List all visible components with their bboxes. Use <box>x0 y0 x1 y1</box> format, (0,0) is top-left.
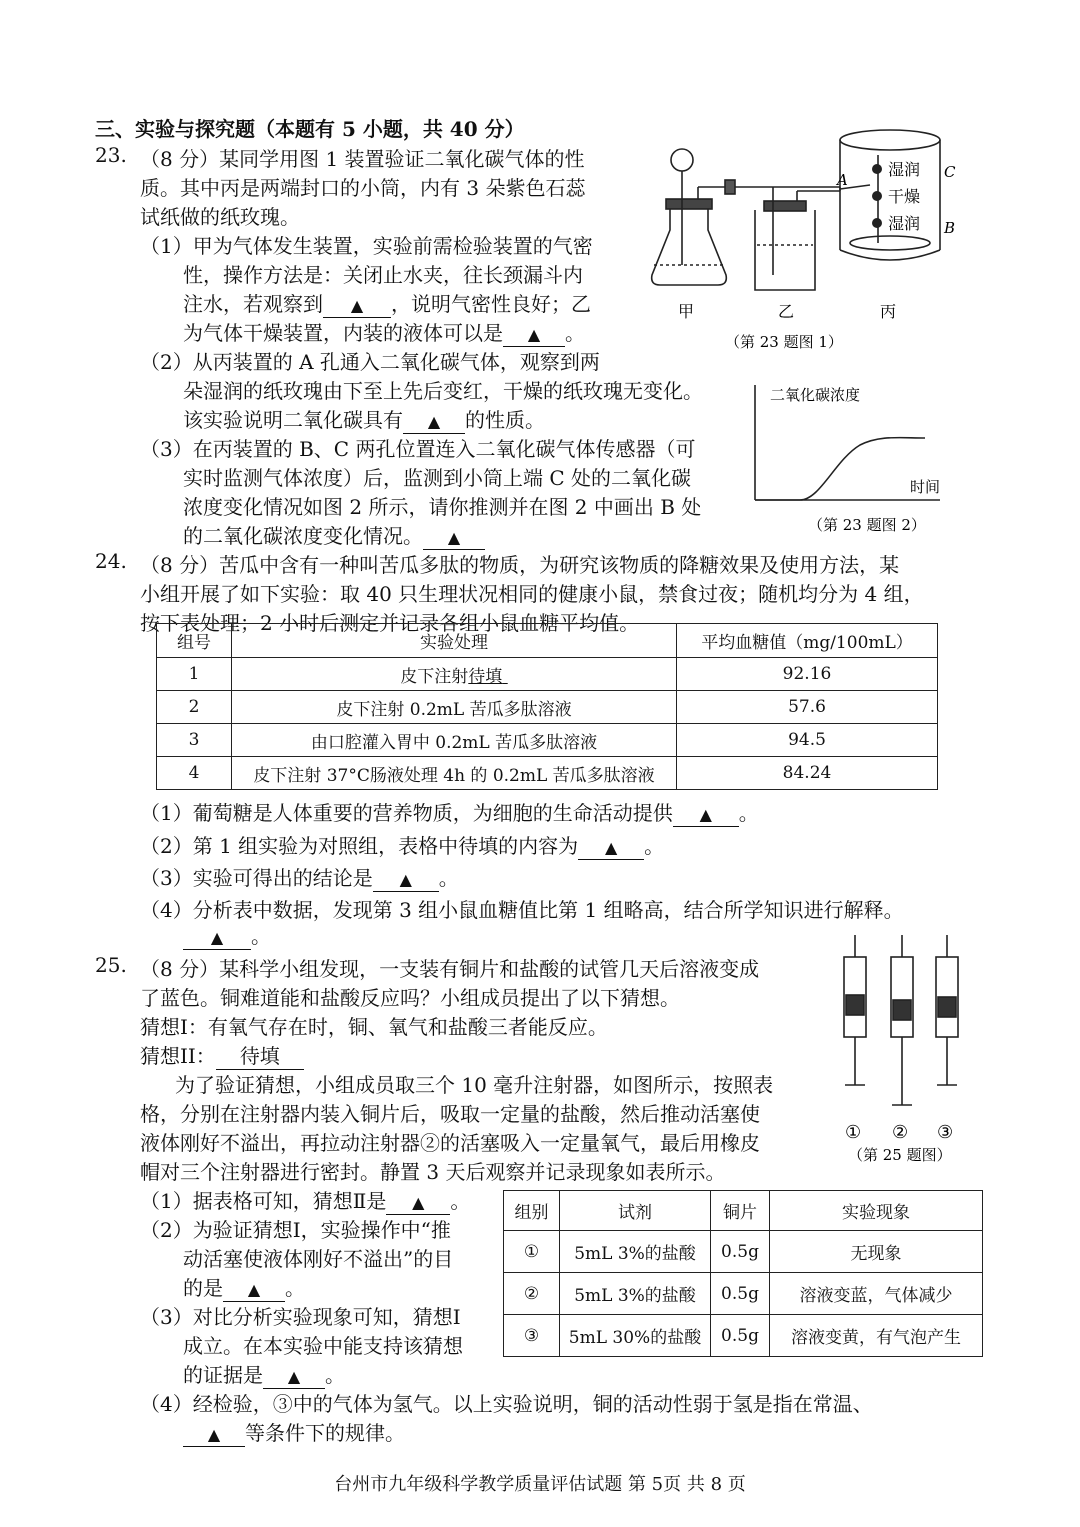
apparatus-label: 乙 <box>778 302 795 321</box>
q23-figure-1 <box>640 125 960 355</box>
syringe-icon <box>936 935 958 1085</box>
q23-p2-line: （2）从丙装置的 A 孔通入二氧化碳气体，观察到两 <box>140 350 600 374</box>
syringe-label: ③ <box>937 1122 954 1143</box>
axis-label: 二氧化碳浓度 <box>770 386 861 404</box>
q25-p3-line: （3）对比分析实验现象可知，猜想I <box>140 1305 461 1329</box>
page-footer: 台州市九年级科学教学质量评估试题 第 5页 共 8 页 <box>334 1474 746 1495</box>
q25-line: 猜想I：有氧气存在时，铜、氧气和盐酸三者能反应。 <box>140 1015 608 1039</box>
table-row: 2 皮下注射 0.2mL 苦瓜多肽溶液 57.6 <box>157 691 938 724</box>
table-row: 1 皮下注射待填 92.16 <box>157 658 938 691</box>
rose-icon <box>872 164 882 174</box>
rose-icon <box>872 191 882 201</box>
answer-blank[interactable]: ▲ <box>183 1424 245 1447</box>
q25-syringe-figure <box>830 935 980 1170</box>
table-header: 实验现象 <box>770 1191 983 1231</box>
q24-line: （8 分）苦瓜中含有一种叫苦瓜多肽的物质，为研究该物质的降糖效果及使用方法，某 <box>140 553 900 577</box>
table-row: 3 由口腔灌入胃中 0.2mL 苦瓜多肽溶液 94.5 <box>157 724 938 757</box>
q24-p3: （3）实验可得出的结论是 ▲ 。 <box>140 866 459 890</box>
q23-p3-line: 的二氧化碳浓度变化情况。 ▲ <box>183 520 485 550</box>
q23-p2-line: 该实验说明二氧化碳具有 ▲ 的性质。 <box>183 408 545 432</box>
rose-icon <box>872 218 882 228</box>
q24-table <box>156 623 938 790</box>
q24-p2: （2）第 1 组实验为对照组，表格中待填的内容为 ▲ 。 <box>140 834 665 858</box>
q23-p1-line: 注水，若观察到 ▲ ，说明气密性良好；乙 <box>183 292 591 316</box>
syringe-label: ② <box>892 1122 909 1143</box>
bottle-icon <box>755 210 815 290</box>
concentration-curve <box>755 438 925 500</box>
answer-blank[interactable]: ▲ <box>263 1366 325 1389</box>
table-header: 平均血糖值（mg/100mL） <box>677 624 938 658</box>
q25-p2-line: 的是 ▲ 。 <box>183 1276 305 1300</box>
q23-p1-line: 为气体干燥装置，内装的液体可以是 ▲ 。 <box>183 321 585 345</box>
q23-number: 23. <box>95 143 127 167</box>
q23-p3-line: 实时监测气体浓度）后，监测到小筒上端 C 处的二氧化碳 <box>183 466 692 490</box>
q23-p3-line: 浓度变化情况如图 2 所示，请你推测并在图 2 中画出 B 处 <box>183 495 702 519</box>
q24-number: 24. <box>95 549 127 573</box>
q24-line: 按下表处理；2 小时后测定并记录各组小鼠血糖平均值。 <box>140 611 640 635</box>
q25-line: （8 分）某科学小组发现，一支装有铜片和盐酸的试管几天后溶液变成 <box>140 957 760 981</box>
figure-caption: （第 25 题图） <box>848 1146 952 1164</box>
q23-p1-line: 性，操作方法是：关闭止水夹，往长颈漏斗内 <box>183 263 583 287</box>
rose-label: 干燥 <box>888 187 921 206</box>
syringe-icon <box>844 935 866 1085</box>
table-header: 组别 <box>504 1191 560 1231</box>
syringe-label: ① <box>845 1122 862 1143</box>
q24-p4: （4）分析表中数据，发现第 3 组小鼠血糖值比第 1 组略高，结合所学知识进行解释。 <box>140 898 904 922</box>
q25-table <box>503 1190 983 1357</box>
q25-number: 25. <box>95 953 127 977</box>
answer-blank[interactable]: ▲ <box>183 927 251 950</box>
q23-line: 质。其中丙是两端封口的小筒，内有 3 朵紫色石蕊 <box>140 176 586 200</box>
q25-p2-line: （2）为验证猜想Ⅰ，实验操作中“推 <box>140 1218 451 1242</box>
hole-label: C <box>944 163 956 181</box>
q25-p3-line: 成立。在本实验中能支持该猜想 <box>183 1334 463 1358</box>
axis-label: 时间 <box>910 478 941 496</box>
answer-blank[interactable]: ▲ <box>323 295 391 318</box>
answer-blank[interactable]: ▲ <box>403 411 465 434</box>
q24-line: 小组开展了如下实验：取 40 只生理状况相同的健康小鼠，禁食过夜；随机均分为 4 组， <box>140 582 924 606</box>
answer-blank[interactable]: ▲ <box>373 869 439 892</box>
q25-para: 格，分别在注射器内装入铜片后，吸取一定量的盐酸，然后推动活塞使 <box>140 1102 760 1126</box>
table-row: ③ 5mL 30%的盐酸 0.5g 溶液变黄，有气泡产生 <box>504 1315 983 1357</box>
answer-blank[interactable]: ▲ <box>386 1192 450 1215</box>
table-header: 组号 <box>157 624 232 658</box>
cylinder-icon <box>840 130 940 150</box>
q25-p2-line: 动活塞使液体刚好不溢出”的目 <box>183 1247 454 1271</box>
q23-line: （8 分）某同学用图 1 装置验证二氧化碳气体的性 <box>140 147 585 171</box>
rose-label: 湿润 <box>888 214 921 233</box>
hole-label: A <box>837 171 848 189</box>
syringe-icon <box>891 935 913 1105</box>
conical-flask-icon <box>652 205 727 285</box>
section-title: 三、实验与探究题（本题有 5 小题，共 40 分） <box>95 117 525 141</box>
q25-guess2: 猜想II： 待填 <box>140 1040 304 1070</box>
table-header: 实验处理 <box>232 624 677 658</box>
q25-p3-line: 的证据是 ▲ 。 <box>183 1363 345 1387</box>
table-header: 试剂 <box>560 1191 711 1231</box>
answer-blank[interactable]: ▲ <box>578 837 644 860</box>
table-cell: 皮下注射待填 <box>232 658 677 691</box>
table-row: ② 5mL 3%的盐酸 0.5g 溶液变蓝，气体减少 <box>504 1273 983 1315</box>
table-row: 4 皮下注射 37°C肠液处理 4h 的 0.2mL 苦瓜多肽溶液 84.24 <box>157 757 938 790</box>
q23-p1-line: （1）甲为气体发生装置，实验前需检验装置的气密 <box>140 234 593 258</box>
figure-caption: （第 23 题图 1） <box>725 333 843 351</box>
apparatus-label: 甲 <box>678 302 695 321</box>
answer-blank[interactable]: ▲ <box>503 324 565 347</box>
q24-p1: （1）葡萄糖是人体重要的营养物质，为细胞的生命活动提供 ▲ 。 <box>140 801 759 825</box>
q23-p2-line: 朵湿润的纸玫瑰由下至上先后变红，干燥的纸玫瑰无变化。 <box>183 379 703 403</box>
table-row: ① 5mL 3%的盐酸 0.5g 无现象 <box>504 1231 983 1273</box>
hole-label: B <box>944 219 956 237</box>
q25-para: 液体刚好不溢出，再拉动注射器②的活塞吸入一定量氧气，最后用橡皮 <box>140 1131 760 1155</box>
answer-blank[interactable]: ▲ <box>423 527 485 550</box>
figure-caption: （第 23 题图 2） <box>808 516 926 534</box>
q25-para: 为了验证猜想，小组成员取三个 10 毫升注射器，如图所示，按照表 <box>175 1073 774 1097</box>
q23-line: 试纸做的纸玫瑰。 <box>140 205 300 229</box>
funnel-icon <box>671 149 693 171</box>
table-header: 铜片 <box>711 1191 770 1231</box>
guess2-blank: 待填 <box>216 1040 304 1070</box>
rose-label: 湿润 <box>888 160 921 179</box>
q24-p4-answer: ▲ 。 <box>183 920 271 950</box>
q25-p4-line: （4）经检验，③中的气体为氢气。以上实验说明，铜的活动性弱于氢是指在常温、 <box>140 1392 873 1416</box>
q23-figure-2 <box>740 380 960 540</box>
answer-blank[interactable]: ▲ <box>223 1279 285 1302</box>
answer-blank[interactable]: ▲ <box>673 804 739 827</box>
q25-line: 了蓝色。铜难道能和盐酸反应吗？小组成员提出了以下猜想。 <box>140 986 680 1010</box>
q23-p3-line: （3）在丙装置的 B、C 两孔位置连入二氧化碳气体传感器（可 <box>140 437 696 461</box>
q25-p1: （1）据表格可知，猜想Ⅱ是 ▲ 。 <box>140 1189 471 1213</box>
apparatus-label: 丙 <box>880 302 897 321</box>
q25-p4-line: ▲ 等条件下的规律。 <box>183 1417 405 1447</box>
q25-para: 帽对三个注射器进行密封。静置 3 天后观察并记录现象如表所示。 <box>140 1160 726 1184</box>
